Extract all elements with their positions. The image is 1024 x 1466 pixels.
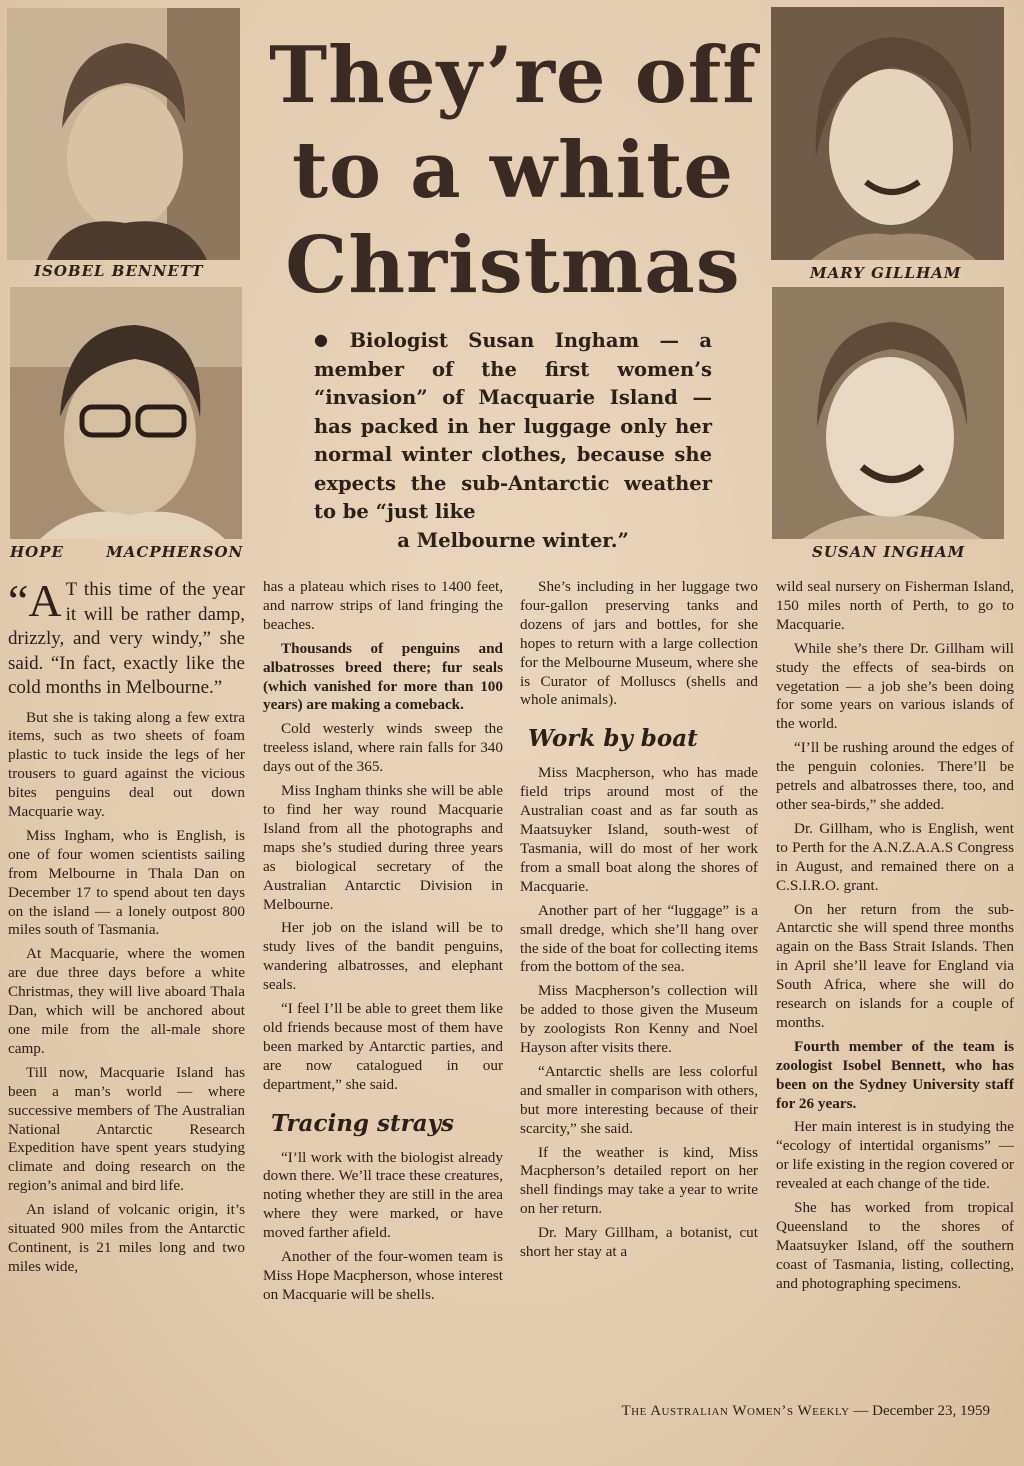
paragraph: She has worked from tropical Queensland to the shores of Maatsuyker Island, off the southern coast of Tasmania, listing, collecting, and photographing specimens. bbox=[776, 1199, 1014, 1292]
paragraph-bold: Fourth member of the team is zoologist Isobel Bennett, who has been on the Sydney University staff for 26 years. bbox=[776, 1037, 1014, 1112]
paragraph: has a plateau which rises to 1400 feet, and narrow strips of land fringing the beaches. bbox=[263, 578, 503, 633]
paragraph: Dr. Gillham, who is English, went to Perth for the A.N.Z.A.A.S Congress in August, and remained there on a C.S.I.R.O. grant. bbox=[776, 819, 1014, 894]
publication-name: The Australian Women’s Weekly bbox=[621, 1403, 850, 1419]
headline-line-2: to a white bbox=[291, 125, 735, 216]
subhead-work-by-boat: Work by boat bbox=[528, 725, 698, 753]
paragraph: On her return from the sub-Antarctic she will spend three months again on the Bass Strait Islands. Then in April she’ll leave for England via South Africa, where she will do research on islands for a couple of months. bbox=[776, 900, 1014, 1031]
paragraph: Miss Ingham thinks she will be able to find her way round Macquarie Island from all the photographs and maps she’s studied during three years as biological secretary of the Australian Antarctic Division in Melbourne. bbox=[263, 782, 503, 913]
paragraph: Miss Ingham, who is English, is one of four women scientists sailing from Melbourne in Thala Dan on December 17 to spend about ten days on the island — a lonely outpost 800 miles south of Tasmania. bbox=[8, 826, 245, 939]
standfirst-end: a Melbourne winter.” bbox=[397, 528, 629, 552]
paragraph: “I’ll be rushing around the edges of the penguin colonies. There’ll be petrels and albatrosses there, too, and other sea-birds,” she added. bbox=[776, 739, 1014, 813]
paragraph: “I feel I’ll be able to greet them like old friends because most of them have been marked by Antarctic parties, and are now catalogued in our department,” she said. bbox=[263, 1000, 503, 1093]
publication-date: December 23, 1959 bbox=[872, 1403, 990, 1419]
lead-text: T this time of the year it will be rather damp, drizzly, and very windy,” she said. “In fact, exactly like the cold months in Melbourne.” bbox=[8, 579, 245, 698]
photo-hope-macpherson bbox=[10, 287, 242, 539]
paragraph: While she’s there Dr. Gillham will study the effects of sea-birds on vegetation — a job she’s been doing for some years on various islands of the world. bbox=[776, 639, 1014, 733]
paragraph: But she is taking along a few extra items, such as two sheets of foam plastic to tuck inside the legs of her trousers to guard against the vicious bites penguins deal out down Macquarie way. bbox=[8, 708, 245, 821]
article-column-2 bbox=[263, 578, 503, 1310]
paragraph: At Macquarie, where the women are due three days before a white Christmas, they will live aboard Thala Dan, which will be anchored about one mile from the all-male shore camp. bbox=[8, 945, 245, 1057]
footer-separator: — bbox=[853, 1403, 869, 1419]
headline-line-3: Christmas bbox=[285, 220, 741, 311]
paragraph: Dr. Mary Gillham, a botanist, cut short her stay at a bbox=[520, 1224, 758, 1261]
paragraph: Till now, Macquarie Island has been a man’s world — where successive members of The Australian National Antarctic Research Expedition have spent years studying climate and doing research on the region’s animal and bird life. bbox=[8, 1063, 245, 1195]
photo-susan-ingham bbox=[772, 287, 1004, 539]
article-column-4 bbox=[776, 578, 1014, 1299]
headline bbox=[258, 28, 768, 313]
paragraph: Her main interest is in studying the “ecology of intertidal organisms” — or life existing in the region covered or revealed at each change of the tide. bbox=[776, 1118, 1014, 1193]
paragraph: “Antarctic shells are less colorful and smaller in comparison with others, but more interesting because of their scarcity,” she said. bbox=[520, 1062, 758, 1137]
paragraph: wild seal nursery on Fisherman Island, 150 miles north of Perth, to go to Macquarie. bbox=[776, 578, 1014, 633]
lead-paragraph bbox=[8, 575, 245, 701]
paragraph: Her job on the island will be to study lives of the bandit penguins, wandering albatrosses, and elephant seals. bbox=[263, 919, 503, 994]
drop-cap: “A bbox=[8, 575, 62, 626]
photo-isobel-bennett bbox=[7, 8, 240, 260]
bullet-icon: ● bbox=[314, 330, 342, 349]
article-column-3 bbox=[520, 578, 758, 1267]
paragraph: An island of volcanic origin, it’s situated 900 miles from the Antarctic Continent, is 21 miles long and two miles wide, bbox=[8, 1201, 245, 1275]
paragraph: Another part of her “luggage” is a small dredge, which she’ll hang over the side of the boat for collecting items from the bottom of the sea. bbox=[520, 901, 758, 976]
paragraph: “I’ll work with the biologist already down there. We’ll trace these creatures, noting whether they are still in the area where they were marked, or have moved farther afield. bbox=[263, 1148, 503, 1242]
headline-line-1: They’re off bbox=[269, 30, 757, 121]
paragraph-bold: Thousands of penguins and albatrosses breed there; fur seals (which vanished for more than 100 years) are making a comeback. bbox=[263, 639, 503, 714]
caption-susan-ingham: SUSAN INGHAM bbox=[812, 543, 966, 561]
paragraph: Miss Macpherson, who has made field trips around most of the Australian coast and as far south as Maatsuyker Island, south-west of Tasmania, will do most of her work from a small boat along the shores of Macquarie. bbox=[520, 764, 758, 895]
article-column-1 bbox=[8, 575, 245, 1282]
publication-footer bbox=[550, 1403, 990, 1420]
caption-hope-macpherson: HOPE MACPHERSON bbox=[10, 543, 244, 561]
photo-mary-gillham bbox=[771, 7, 1004, 260]
standfirst-text: Biologist Susan Ingham — a member of the first women’s “invasion” of Macquarie Island — has packed in her luggage only her normal winter clothes, because she expects the sub-Antarctic weather to be “just like bbox=[314, 329, 712, 523]
paragraph: Cold westerly winds sweep the treeless island, where rain falls for 340 days out of the 365. bbox=[263, 720, 503, 776]
caption-isobel-bennett: ISOBEL BENNETT bbox=[34, 262, 204, 280]
caption-mary-gillham: MARY GILLHAM bbox=[810, 264, 962, 282]
subhead-tracing-strays: Tracing strays bbox=[271, 1109, 454, 1137]
paragraph: She’s including in her luggage two four-gallon preserving tanks and dozens of jars and bottles, for she hopes to return with a large collection for the Melbourne Museum, where she is Curator of Molluscs (shells and whole animals). bbox=[520, 578, 758, 709]
paragraph: Another of the four-women team is Miss Hope Macpherson, whose interest on Macquarie will be shells. bbox=[263, 1248, 504, 1303]
paragraph: Miss Macpherson’s collection will be added to those given the Museum by zoologists Ron Kenny and Noel Hayson after visits there. bbox=[520, 982, 758, 1057]
standfirst bbox=[314, 326, 712, 555]
paragraph: If the weather is kind, Miss Macpherson’s detailed report on her shell findings may take a year to write on her return. bbox=[520, 1143, 758, 1218]
